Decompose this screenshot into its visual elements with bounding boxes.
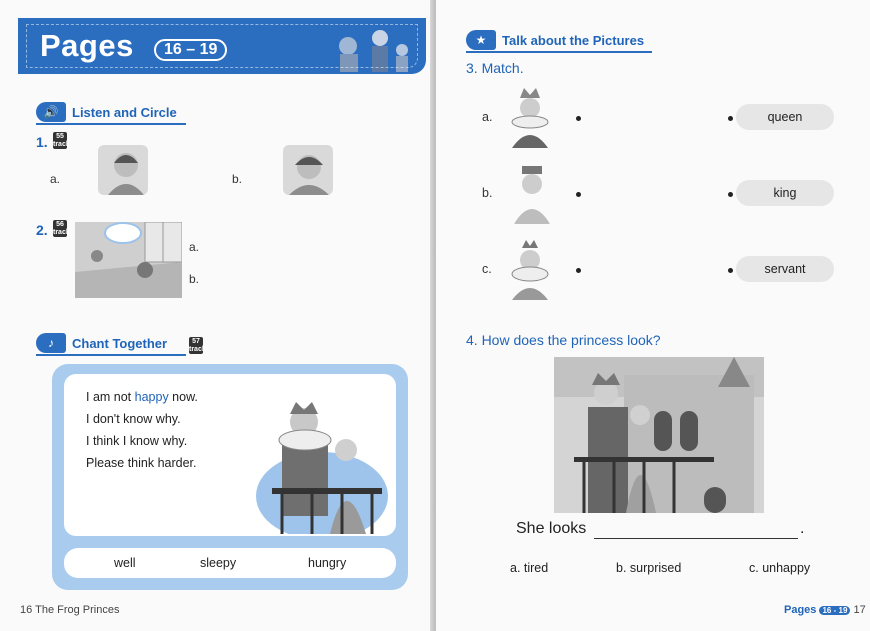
- section-underline: [466, 51, 652, 53]
- speaker-icon: 🔊: [36, 102, 66, 122]
- sentence-start: She looks: [516, 520, 587, 537]
- match-word-king: king: [736, 180, 834, 206]
- chant-word-well[interactable]: well: [114, 556, 136, 570]
- question-4-title: 4. How does the princess look?: [466, 332, 661, 348]
- picture-star-icon: ★: [466, 30, 496, 50]
- talk-section-title: Talk about the Pictures: [502, 32, 645, 48]
- princess-castle-image: [554, 357, 764, 513]
- match-dot-left-c[interactable]: [576, 268, 581, 273]
- q4-option-a[interactable]: a. tired: [510, 561, 549, 575]
- talk-about-pictures-header: [466, 30, 644, 50]
- queen-princess-balcony-image: [242, 388, 392, 534]
- section-underline: [36, 123, 186, 125]
- match-dot-right-2[interactable]: [728, 192, 733, 197]
- frog-scene-image: [75, 222, 182, 298]
- listen-and-circle-header: [36, 102, 177, 122]
- right-page-number: 17: [853, 604, 866, 616]
- chant-line-1: I am not happy now.: [86, 390, 198, 404]
- book-title: The Frog Princes: [35, 604, 120, 616]
- banner-page-range: 16 – 19: [154, 39, 227, 61]
- track-55-badge: 55 track: [53, 133, 70, 148]
- q1-option-a-label: a.: [50, 172, 61, 186]
- chant-word-hungry[interactable]: hungry: [308, 556, 347, 570]
- chant-box: [52, 364, 408, 590]
- q4-option-b[interactable]: b. surprised: [616, 561, 682, 575]
- listen-section-title: Listen and Circle: [72, 104, 177, 120]
- question-1-number: 1.: [36, 134, 48, 150]
- princess-sad-image[interactable]: [283, 145, 333, 195]
- track-56-badge: 56 track: [53, 221, 70, 236]
- q4-option-c[interactable]: c. unhappy: [749, 561, 811, 575]
- left-page-number: 16: [20, 604, 33, 616]
- right-page-footer: [784, 604, 866, 616]
- chant-word-sleepy[interactable]: sleepy: [200, 556, 237, 570]
- princess-happy-image[interactable]: [98, 145, 148, 195]
- footer-range-badge: 16 - 19: [819, 606, 850, 615]
- banner-title: Pages: [40, 28, 134, 63]
- track-57-badge: 57 track: [189, 338, 206, 353]
- question-2-number: 2.: [36, 222, 48, 238]
- servant-portrait-image: [510, 166, 554, 224]
- right-page: [436, 0, 870, 631]
- pages-banner: [18, 18, 426, 74]
- q2-option-b-label[interactable]: b.: [189, 272, 200, 286]
- q1-option-b-label: b.: [232, 172, 243, 186]
- match-dot-left-b[interactable]: [576, 192, 581, 197]
- chant-line-4: Please think harder.: [86, 456, 197, 470]
- answer-blank-line[interactable]: [594, 538, 798, 539]
- king-portrait-image: [506, 240, 554, 300]
- q2-option-a-label[interactable]: a.: [189, 240, 200, 254]
- chant-word-bar: [64, 548, 396, 578]
- match-letter-c: c.: [482, 262, 492, 276]
- match-letter-b: b.: [482, 186, 493, 200]
- sentence-end: .: [800, 520, 805, 537]
- chant-line-2: I don't know why.: [86, 412, 181, 426]
- characters-illustration: [318, 20, 418, 72]
- match-dot-left-a[interactable]: [576, 116, 581, 121]
- match-letter-a: a.: [482, 110, 493, 124]
- match-dot-right-3[interactable]: [728, 268, 733, 273]
- match-dot-right-1[interactable]: [728, 116, 733, 121]
- match-word-servant: servant: [736, 256, 834, 282]
- match-title: 3. Match.: [466, 60, 524, 76]
- left-page-footer: [20, 604, 119, 616]
- footer-pages-label: Pages: [784, 604, 817, 616]
- chant-together-header: [36, 333, 167, 353]
- highlight-word: happy: [134, 390, 169, 404]
- chant-section-title: Chant Together: [72, 335, 168, 351]
- music-note-icon: ♪: [36, 333, 66, 353]
- chant-text-panel: [64, 374, 396, 536]
- chant-line-3: I think I know why.: [86, 434, 188, 448]
- match-word-queen: queen: [736, 104, 834, 130]
- section-underline: [36, 354, 186, 356]
- left-page: [0, 0, 434, 631]
- queen-portrait-image: [506, 88, 554, 148]
